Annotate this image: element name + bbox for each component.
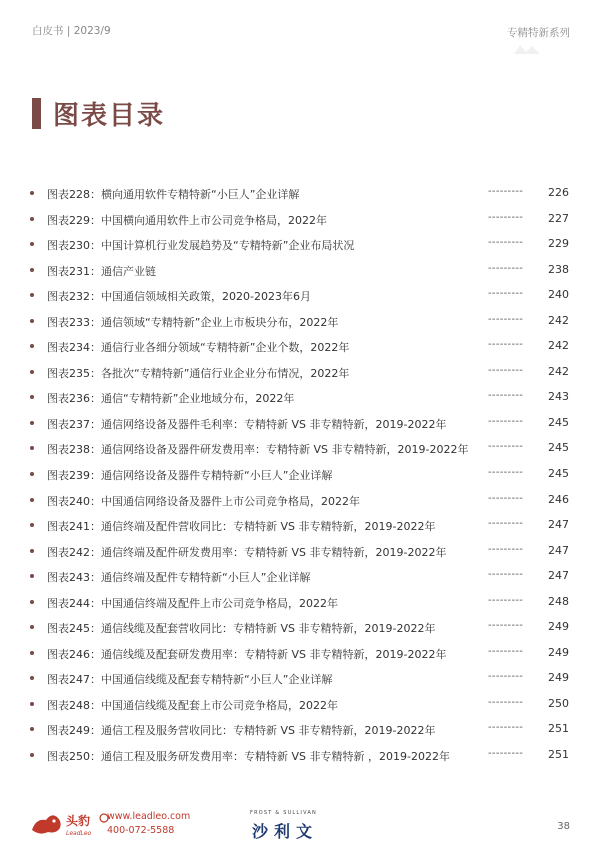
- toc-row[interactable]: [30, 313, 570, 339]
- toc-page-number: 245: [548, 467, 569, 481]
- toc-page-number: 227: [548, 211, 569, 225]
- bullet-icon: [30, 498, 34, 502]
- toc-leader: ---------: [488, 620, 524, 632]
- leadleo-logo-icon: [30, 808, 110, 838]
- bullet-icon: [30, 574, 34, 578]
- toc-page-number: 251: [548, 722, 569, 736]
- toc-leader: ---------: [488, 696, 524, 708]
- bullet-icon: [30, 191, 34, 195]
- toc-label: 图表244：中国通信终端及配件上市公司竞争格局，2022年: [47, 596, 338, 610]
- bullet-icon: [30, 344, 34, 348]
- bullet-icon: [30, 753, 34, 757]
- toc-leader: ---------: [488, 237, 524, 249]
- toc-row[interactable]: [30, 721, 570, 747]
- bullet-icon: [30, 702, 34, 706]
- bullet-icon: [30, 727, 34, 731]
- bullet-icon: [30, 472, 34, 476]
- toc-leader: ---------: [488, 722, 524, 734]
- toc-row[interactable]: [30, 670, 570, 696]
- toc-row[interactable]: [30, 389, 570, 415]
- toc-page-number: 240: [548, 288, 569, 302]
- toc-leader: ---------: [488, 569, 524, 581]
- toc-leader: ---------: [488, 415, 524, 427]
- toc-row[interactable]: [30, 594, 570, 620]
- bullet-icon: [30, 268, 34, 272]
- title-accent-bar: [32, 98, 41, 129]
- toc-page-number: 249: [548, 645, 569, 659]
- bullet-icon: [30, 217, 34, 221]
- logo-cn-text: 头豹: [66, 814, 91, 828]
- toc-leader: ---------: [488, 748, 524, 760]
- toc-row[interactable]: [30, 338, 570, 364]
- toc-row[interactable]: [30, 236, 570, 262]
- toc-row[interactable]: [30, 619, 570, 645]
- toc-leader: ---------: [488, 211, 524, 223]
- toc-label: 图表237：通信网络设备及器件毛利率：专精特新 VS 非专精特新，2019-2022年: [47, 417, 447, 431]
- bullet-icon: [30, 676, 34, 680]
- toc-label: 图表249：通信工程及服务营收同比：专精特新 VS 非专精特新，2019-2022年: [47, 724, 436, 738]
- bullet-icon: [30, 242, 34, 246]
- bullet-icon: [30, 370, 34, 374]
- table-of-figures: [30, 185, 570, 773]
- toc-leader: ---------: [488, 594, 524, 606]
- toc-label: 图表248：中国通信线缆及配套上市公司竞争格局，2022年: [47, 698, 338, 712]
- toc-leader: ---------: [488, 390, 524, 402]
- bullet-icon: [30, 395, 34, 399]
- toc-page-number: 248: [548, 594, 569, 608]
- bullet-icon: [30, 549, 34, 553]
- toc-label: 图表245：通信线缆及配套营收同比：专精特新 VS 非专精特新，2019-2022年: [47, 622, 436, 636]
- header-right: 专精特新系列: [507, 27, 570, 39]
- toc-leader: ---------: [488, 543, 524, 555]
- toc-page-number: 242: [548, 339, 569, 353]
- toc-row[interactable]: [30, 568, 570, 594]
- toc-page-number: 247: [548, 518, 569, 532]
- toc-page-number: 245: [548, 441, 569, 455]
- toc-page-number: 229: [548, 237, 569, 251]
- toc-leader: ---------: [488, 313, 524, 325]
- frost-sullivan-logo: [250, 810, 340, 840]
- section-title: [32, 96, 165, 130]
- toc-page-number: 226: [548, 186, 569, 199]
- toc-row[interactable]: [30, 466, 570, 492]
- toc-row[interactable]: [30, 440, 570, 466]
- header-left: 白皮书 | 2023/9: [32, 25, 111, 37]
- toc-page-number: 247: [548, 569, 569, 583]
- toc-label: 图表240：中国通信网络设备及器件上市公司竞争格局，2022年: [47, 494, 360, 508]
- toc-label: 图表242：通信终端及配件研发费用率：专精特新 VS 非专精特新，2019-2022年: [47, 545, 447, 559]
- toc-leader: ---------: [488, 645, 524, 657]
- page-number: 38: [557, 821, 570, 832]
- toc-leader: ---------: [488, 364, 524, 376]
- toc-row[interactable]: [30, 747, 570, 773]
- toc-leader: ---------: [488, 441, 524, 453]
- toc-row[interactable]: [30, 185, 570, 211]
- bullet-icon: [30, 293, 34, 297]
- logo-en-text: LeadLeo: [66, 830, 92, 837]
- toc-page-number: 246: [548, 492, 569, 506]
- toc-row[interactable]: [30, 492, 570, 518]
- toc-label: 图表239：通信网络设备及器件专精特新“小巨人”企业详解: [47, 469, 333, 483]
- bullet-icon: [30, 523, 34, 527]
- toc-label: 图表241：通信终端及配件营收同比：专精特新 VS 非专精特新，2019-2022年: [47, 520, 436, 534]
- toc-label: 图表228：横向通用软件专精特新“小巨人”企业详解: [47, 188, 300, 201]
- toc-row[interactable]: [30, 211, 570, 237]
- section-title-text: 图表目录: [53, 100, 166, 131]
- toc-row[interactable]: [30, 543, 570, 569]
- toc-leader: ---------: [488, 288, 524, 300]
- toc-leader: ---------: [488, 186, 524, 197]
- toc-label: 图表246：通信线缆及配套研发费用率：专精特新 VS 非专精特新，2019-2022年: [47, 647, 447, 661]
- bullet-icon: [30, 600, 34, 604]
- toc-label: 图表231：通信产业链: [47, 264, 156, 278]
- toc-label: 图表243：通信终端及配件专精特新“小巨人”企业详解: [47, 571, 311, 585]
- toc-row[interactable]: [30, 645, 570, 671]
- toc-leader: ---------: [488, 262, 524, 274]
- toc-page-number: 249: [548, 620, 569, 634]
- toc-label: 图表235：各批次“专精特新”通信行业企业分布情况，2022年: [47, 366, 350, 380]
- toc-row[interactable]: [30, 517, 570, 543]
- toc-page-number: 238: [548, 262, 569, 276]
- toc-page-number: 247: [548, 543, 569, 557]
- toc-page-number: 242: [548, 364, 569, 378]
- toc-leader: ---------: [488, 671, 524, 683]
- toc-label: 图表229：中国横向通用软件上市公司竞争格局，2022年: [47, 213, 327, 227]
- frost-sullivan-cn: 沙利文: [252, 822, 319, 841]
- toc-label: 图表234：通信行业各细分领域“专精特新”企业个数，2022年: [47, 341, 350, 355]
- footer-url[interactable]: www.leadleo.com: [107, 811, 191, 822]
- toc-page-number: 249: [548, 671, 569, 685]
- toc-label: 图表232：中国通信领域相关政策，2020-2023年6月: [47, 290, 311, 304]
- toc-page-number: 245: [548, 415, 569, 429]
- toc-leader: ---------: [488, 518, 524, 530]
- bullet-icon: [30, 446, 34, 450]
- toc-label: 图表236：通信“专精特新”企业地域分布，2022年: [47, 392, 295, 406]
- toc-label: 图表238：通信网络设备及器件研发费用率：专精特新 VS 非专精特新，2019-2022年: [47, 443, 469, 457]
- toc-row[interactable]: [30, 262, 570, 288]
- bullet-icon: [30, 625, 34, 629]
- toc-label: 图表250：通信工程及服务研发费用率：专精特新 VS 非专精特新 ，2019-2022年: [47, 750, 450, 764]
- toc-page-number: 251: [548, 748, 569, 762]
- footer-phone: 400-072-5588: [107, 825, 175, 836]
- toc-leader: ---------: [488, 339, 524, 351]
- watermark-logo-icon: [512, 42, 542, 56]
- toc-row[interactable]: [30, 287, 570, 313]
- toc-leader: ---------: [488, 492, 524, 504]
- bullet-icon: [30, 319, 34, 323]
- bullet-icon: [30, 421, 34, 425]
- toc-row[interactable]: [30, 364, 570, 390]
- frost-sullivan-en: FROST & SULLIVAN: [250, 810, 317, 816]
- toc-label: 图表230：中国计算机行业发展趋势及“专精特新”企业布局状况: [47, 239, 355, 253]
- toc-label: 图表233：通信领域“专精特新”企业上市板块分布，2022年: [47, 315, 339, 329]
- toc-page-number: 242: [548, 313, 569, 327]
- toc-row[interactable]: [30, 415, 570, 441]
- toc-row[interactable]: [30, 696, 570, 722]
- bullet-icon: [30, 651, 34, 655]
- toc-label: 图表247：中国通信线缆及配套专精特新“小巨人”企业详解: [47, 673, 333, 687]
- toc-page-number: 250: [548, 696, 569, 710]
- toc-page-number: 243: [548, 390, 569, 404]
- toc-leader: ---------: [488, 467, 524, 479]
